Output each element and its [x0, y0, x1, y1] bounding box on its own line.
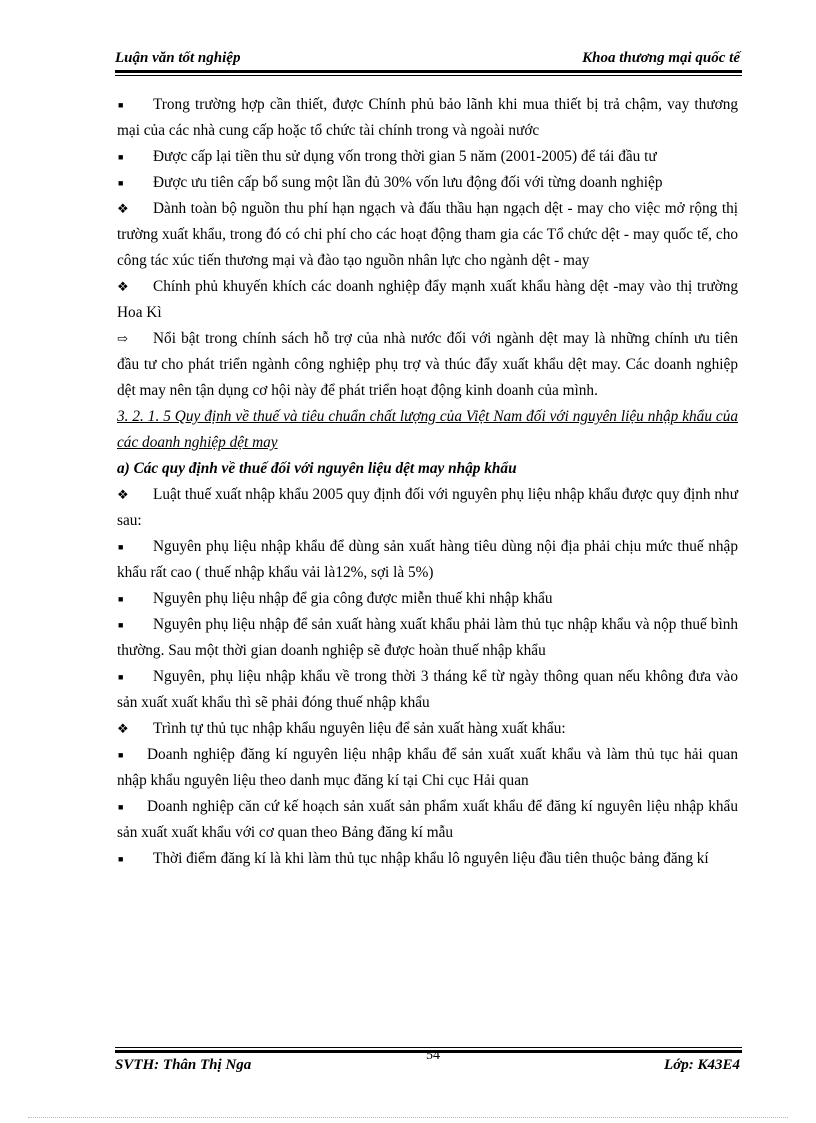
paragraph-bullet: ■ Được ưu tiên cấp bổ sung một lần đủ 30% vốn lưu động đối với từng doanh nghiệp	[117, 170, 738, 196]
footer-class-label: Lớp: K43E4	[664, 1057, 740, 1073]
diamond-bullet-icon: ❖	[117, 721, 129, 736]
square-bullet-icon: ■	[118, 750, 124, 760]
paragraph-bullet: ■ Nguyên phụ liệu nhập để gia công được miễn thuế khi nhập khẩu	[117, 586, 738, 612]
section-heading: 3. 2. 1. 5 Quy định về thuế và tiêu chuẩn chất lượng của Việt Nam đối với nguyên liệu nhập khẩu của các doanh nghiệp dệt may	[117, 408, 738, 451]
paragraph-bullet: ■ Nguyên, phụ liệu nhập khẩu về trong thời 3 tháng kể từ ngày thông quan nếu không đưa vào sản xuất xuất khẩu thì sẽ phải đóng thuế nhập khẩu	[117, 664, 738, 716]
square-bullet-icon: ■	[118, 152, 124, 162]
diamond-bullet-icon: ❖	[117, 279, 129, 294]
paragraph-bullet: ■ Trong trường hợp cần thiết, được Chính phủ bảo lãnh khi mua thiết bị trả chậm, vay thương mại của các nhà cung cấp hoặc tổ chức tài chính trong và ngoài nước	[117, 92, 738, 144]
footer-student-label: SVTH: Thân Thị Nga	[115, 1057, 252, 1073]
paragraph-bullet: ■ Nguyên phụ liệu nhập để sản xuất hàng xuất khẩu phải làm thủ tục nhập khẩu và nộp thuế bình thường. Sau một thời gian doanh nghiệp sẽ được hoàn thuế nhập khẩu	[117, 612, 738, 664]
paragraph-bullet: ❖ Dành toàn bộ nguồn thu phí hạn ngạch và đấu thầu hạn ngạch dệt - may cho việc mở rộng thị trường xuất khẩu, trong đó có chi phí cho các hoạt động tham gia các Tổ chức dệt - may quốc tế, cho công tác xúc tiến thương mại và đào tạo nguồn nhân lực cho ngành dệt - may	[117, 196, 738, 274]
header-thesis-label: Luận văn tốt nghiệp	[115, 50, 241, 66]
square-bullet-icon: ■	[118, 594, 124, 604]
page-edge-divider	[28, 1117, 788, 1118]
header-faculty-label: Khoa thương mại quốc tế	[582, 50, 740, 66]
square-bullet-icon: ■	[118, 542, 124, 552]
paragraph-bullet: ❖ Luật thuế xuất nhập khẩu 2005 quy định đối với nguyên phụ liệu nhập khẩu được quy định như sau:	[117, 482, 738, 534]
paragraph-bullet: ■ Thời điểm đăng kí là khi làm thủ tục nhập khẩu lô nguyên liệu đầu tiên thuộc bảng đăng kí	[117, 846, 738, 872]
header-rule-thin	[115, 75, 742, 76]
paragraph-bullet: ■ Doanh nghiệp đăng kí nguyên liệu nhập khẩu để sản xuất xuất khẩu và làm thủ tục hải quan nhập khẩu nguyên liệu theo danh mục đăng kí tại Chi cục Hải quan	[117, 742, 738, 794]
square-bullet-icon: ■	[118, 620, 124, 630]
page-number: 54	[426, 1048, 440, 1063]
square-bullet-icon: ■	[118, 854, 124, 864]
paragraph-bullet: ■ Doanh nghiệp căn cứ kế hoạch sản xuất sản phẩm xuất khẩu để đăng kí nguyên liệu nhập khẩu sản xuất xuất khẩu với cơ quan theo Bảng đăng kí mẫu	[117, 794, 738, 846]
paragraph-bullet: ❖ Trình tự thủ tục nhập khẩu nguyên liệu để sản xuất hàng xuất khẩu:	[117, 716, 738, 742]
header-rule-thick	[115, 70, 742, 73]
paragraph-bullet: ■ Nguyên phụ liệu nhập khẩu để dùng sản xuất hàng tiêu dùng nội địa phải chịu mức thuế nhập khẩu rất cao ( thuế nhập khẩu vải là12%, sợi là 5%)	[117, 534, 738, 586]
paragraph-bullet: ❖ Chính phủ khuyến khích các doanh nghiệp đẩy mạnh xuất khẩu hàng dệt -may vào thị trường Hoa Kì	[117, 274, 738, 326]
square-bullet-icon: ■	[118, 100, 124, 110]
square-bullet-icon: ■	[118, 802, 124, 812]
square-bullet-icon: ■	[118, 178, 124, 188]
page-footer	[115, 1055, 740, 1077]
diamond-bullet-icon: ❖	[117, 201, 129, 216]
paragraph-bullet: ■ Được cấp lại tiền thu sử dụng vốn trong thời gian 5 năm (2001-2005) để tái đầu tư	[117, 144, 738, 170]
arrow-bullet-icon: ⇨	[117, 331, 128, 346]
square-bullet-icon: ■	[118, 672, 124, 682]
subsection-heading: a) Các quy định về thuế đối với nguyên liệu dệt may nhập khẩu	[117, 460, 517, 477]
paragraph-bullet: ⇨ Nổi bật trong chính sách hỗ trợ của nhà nước đối với ngành dệt may là những chính ưu tiên đầu tư cho phát triển ngành công nghiệp phụ trợ và thúc đẩy xuất khẩu dệt may. Các doanh nghiệp dệt may nên tận dụng cơ hội này để phát triển hoạt động kinh doanh của mình.	[117, 326, 738, 404]
diamond-bullet-icon: ❖	[117, 487, 129, 502]
page-header	[115, 48, 740, 70]
body-text	[117, 92, 738, 872]
